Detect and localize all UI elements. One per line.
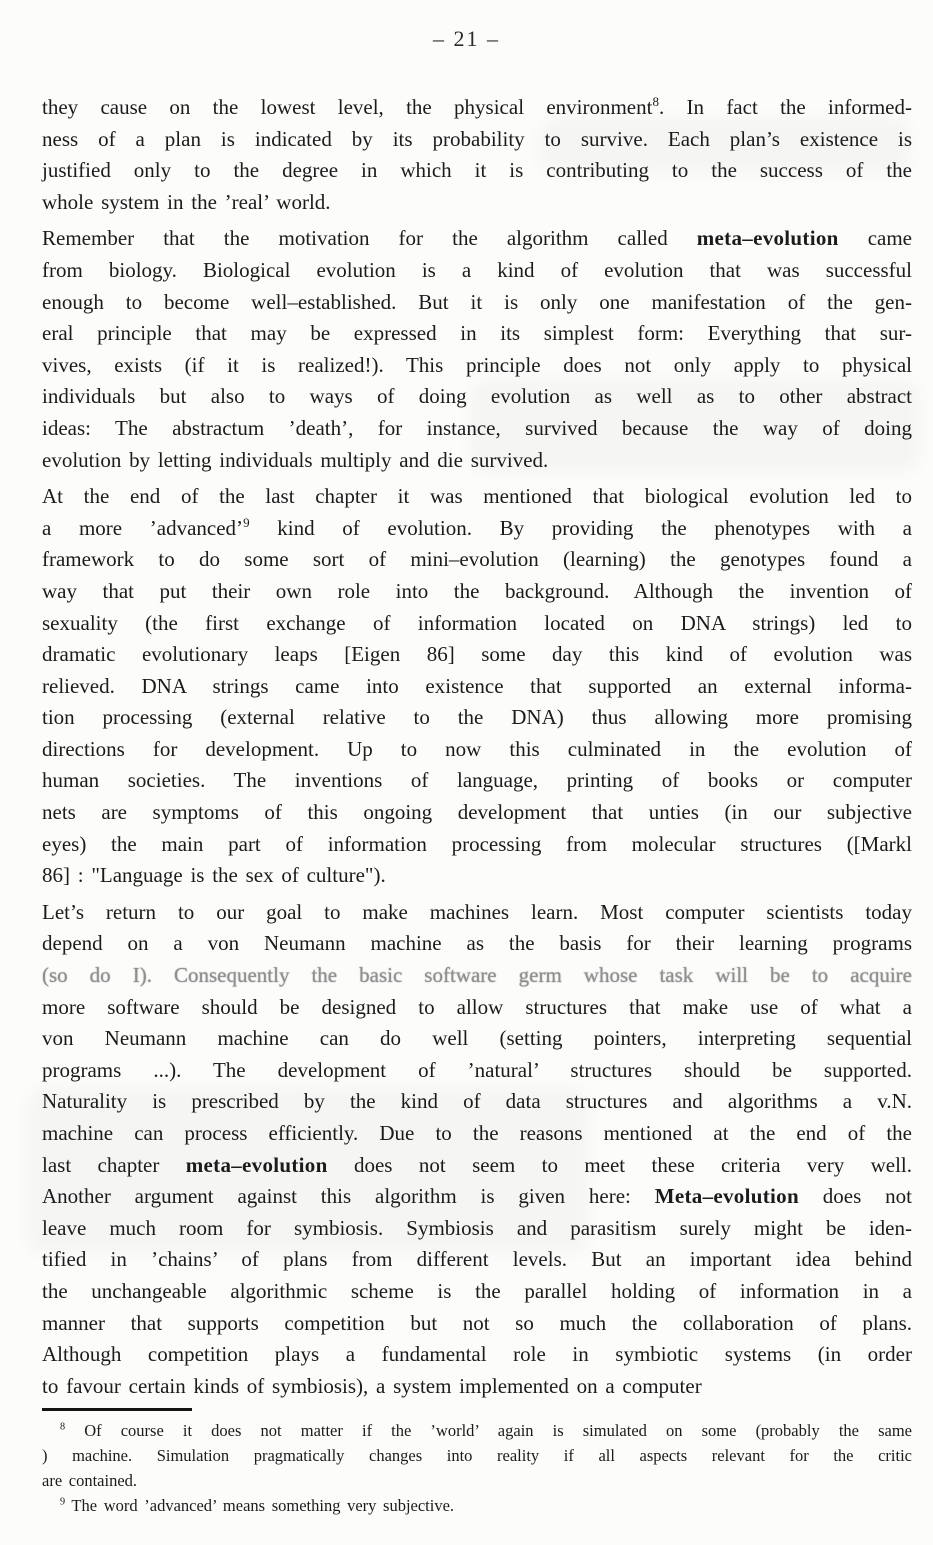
text-line: At the end of the last chapter it was mentioned that biological evolution led to [42,484,912,509]
text-line: evolution by letting individuals multiply and die survived. [42,447,549,472]
text-line: tified in ’chains’ of plans from different levels. But an important idea behind [42,1247,912,1272]
text-line: nets are symptoms of this ongoing development that unties (in our subjective [42,800,912,825]
body-text [42,92,912,1402]
text-line: a more ’advanced’$^9$ kind of evolution. By providing the phenotypes with a [42,514,913,540]
text-line: (so do I). Consequently the basic software germ whose task will be to acquire [42,963,912,988]
text-line: whole system in the ’real’ world. [42,189,331,214]
text-line: eral principle that may be expressed in its simplest form: Everything that sur- [42,321,912,346]
text-line: way that put their own role into the background. Although the invention of [42,578,912,603]
paragraph [42,481,912,892]
paragraph [42,897,912,1403]
footnotes [42,1419,912,1518]
text-line: $^9$ The word ’advanced’ means something very subjective. [60,1496,455,1516]
text-line: Another argument against this algorithm is given here: Meta–evolution does not [42,1184,912,1209]
text-line: 86] : "Language is the sex of culture"). [42,863,386,888]
text-line: to favour certain kinds of symbiosis), a system implemented on a computer [42,1373,702,1398]
text-line: Naturality is prescribed by the kind of data structures and algorithms a v.N. [42,1089,912,1114]
text-line: directions for development. Up to now this culminated in the evolution of [42,736,912,761]
paragraph [42,223,912,476]
text-line: more software should be designed to allow structures that make use of what a [42,994,912,1019]
footnote [42,1494,912,1519]
text-line: tion processing (external relative to the DNA) thus allowing more promising [42,705,912,730]
text-line: Remember that the motivation for the algorithm called meta–evolution came [42,226,912,251]
text-line: sexuality (the first exchange of information located on DNA strings) led to [42,610,912,635]
footnote [42,1419,912,1493]
text-line: $^8$ Of course it does not matter if the ’world’ again is simulated on some (probably the same [60,1421,912,1441]
text-line: ) machine. Simulation pragmatically changes into reality if all aspects relevant for the critic [42,1445,912,1465]
text-line: justified only to the degree in which it is contributing to the success of the [42,158,912,183]
text-line: manner that supports competition but not so much the collaboration of plans. [42,1310,912,1335]
text-line: ideas: The abstractum ’death’, for instance, survived because the way of doing [42,415,912,440]
text-line: dramatic evolutionary leaps [Eigen 86] some day this kind of evolution was [42,642,912,667]
text-line: human societies. The inventions of language, printing of books or computer [42,768,912,793]
text-line: eyes) the main part of information processing from molecular structures ([Markl [42,831,912,856]
text-line: they cause on the lowest level, the physical environment$^8$. In fact the informed- [42,94,912,119]
text-line: von Neumann machine can do well (setting pointers, interpreting sequential [42,1026,912,1051]
footnote-rule [42,1408,192,1411]
text-line: Let’s return to our goal to make machines learn. Most computer scientists today [42,899,912,924]
text-line: ness of a plan is indicated by its probability to survive. Each plan’s existence is [42,126,912,151]
text-line: programs ...). The development of ’natural’ structures should be supported. [42,1057,912,1082]
text-line: machine can process efficiently. Due to the reasons mentioned at the end of the [42,1121,912,1145]
text-line: relieved. DNA strings came into existence that supported an external informa- [42,673,912,698]
text-line: leave much room for symbiosis. Symbiosis and parasitism surely might be iden- [42,1215,912,1240]
text-line: the unchangeable algorithmic scheme is the parallel holding of information in a [42,1278,912,1303]
text-line: framework to do some sort of mini–evolution (learning) the genotypes found a [42,547,912,572]
text-line: are contained. [42,1470,138,1490]
text-line: last chapter meta–evolution does not seem to meet these criteria very well. [42,1152,912,1177]
text-line: Although competition plays a fundamental role in symbiotic systems (in order [42,1342,912,1367]
page-number: – 21 – [433,26,500,51]
text-line: depend on a von Neumann machine as the basis for their learning programs [42,931,912,956]
text-line: individuals but also to ways of doing evolution as well as to other abstract [42,384,912,409]
paragraph [42,92,912,218]
text-line: enough to become well–established. But it is only one manifestation of the gen- [42,289,912,314]
text-line: from biology. Biological evolution is a kind of evolution that was successful [42,257,912,282]
text-line: vives, exists (if it is realized!). This principle does not only apply to physical [42,352,912,377]
